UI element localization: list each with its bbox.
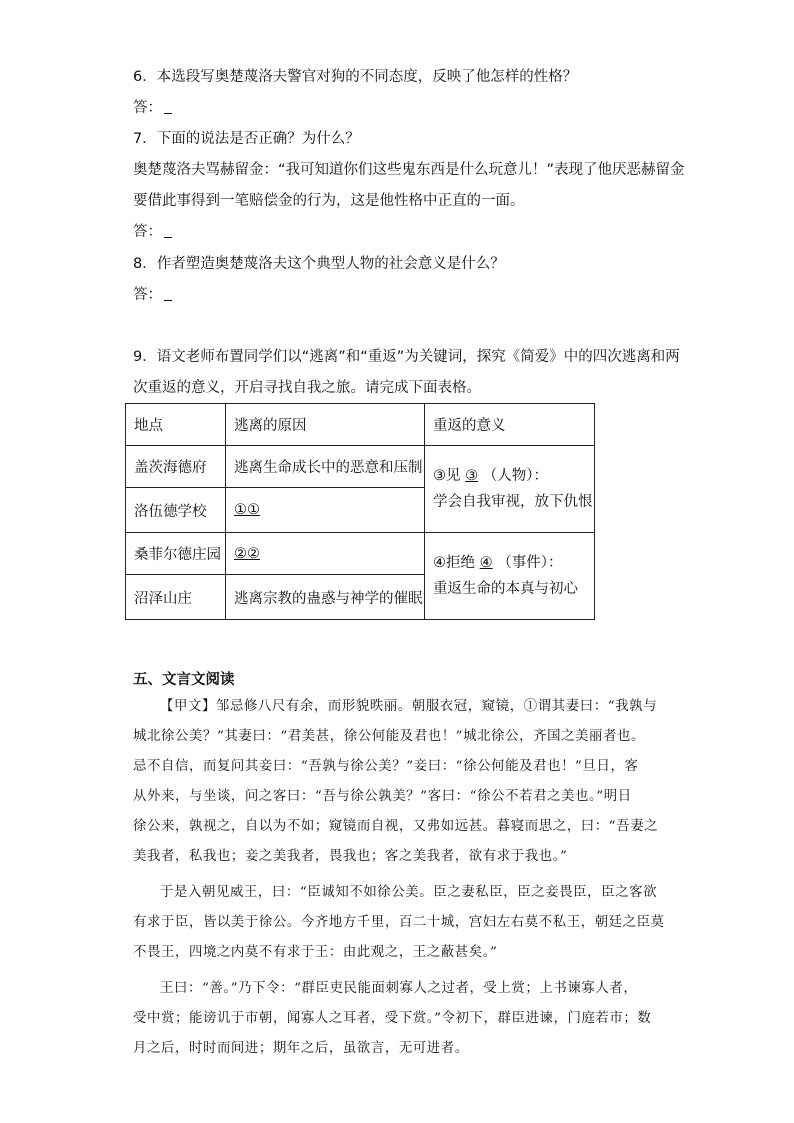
classical-line: 受中赏；能谤讥于市朝，闻寡人之耳者，受下赏。”令初下，群臣进谏，门庭若市；数 xyxy=(133,1011,652,1026)
header-place: 地点 xyxy=(126,404,226,446)
row-reason-blank[interactable]: ②② xyxy=(226,533,425,575)
row-place: 洛伍德学校 xyxy=(126,488,226,533)
jane-eyre-table xyxy=(125,403,595,620)
classical-line: 王曰：“善。”乃下令：“群臣吏民能面刺寡人之过者，受上赏；上书谏寡人者， xyxy=(160,981,638,996)
question-9-line1: 9．语文老师布置同学们以“逃离”和“重返”为关键词，探究《简爱》中的四次逃离和两 xyxy=(133,349,680,365)
question-6: 6．本选段写奥楚蔑洛夫警官对狗的不同态度，反映了他怎样的性格？ xyxy=(133,69,578,85)
row-place: 盖茨海德府 xyxy=(126,446,226,488)
question-8: 8．作者塑造奥楚蔑洛夫这个典型人物的社会意义是什么？ xyxy=(133,256,505,272)
classical-line: 于是入朝见威王，曰：“臣诚知不如徐公美。臣之妻私臣，臣之妾畏臣，臣之客欲 xyxy=(160,885,658,900)
answer-label: 答： xyxy=(133,100,162,116)
header-meaning: 重返的意义 xyxy=(425,404,595,446)
classical-line: 不畏王，四境之内莫不有求于王：由此观之，王之蔽甚矣。” xyxy=(133,945,498,960)
question-9-line2: 次重返的意义，开启寻找自我之旅。请完成下面表格。 xyxy=(133,380,481,396)
return2-blank[interactable]: ④ xyxy=(479,555,493,571)
section-title: 五、文言文阅读 xyxy=(133,672,235,688)
answer-blank[interactable] xyxy=(164,286,172,301)
return1-text: 学会自我审视，放下仇恨 xyxy=(433,494,593,510)
answer-7[interactable] xyxy=(133,222,172,242)
classical-line: 有求于臣，皆以美于徐公。今齐地方千里，百二十城，宫妇左右莫不私王，朝廷之臣莫 xyxy=(133,915,665,930)
classical-line: 城北徐公美？”其妻曰：“君美甚，徐公何能及君也！”城北徐公，齐国之美丽者也。 xyxy=(133,729,646,744)
row-place: 沼泽山庄 xyxy=(126,575,226,620)
row-reason: 逃离宗教的蛊惑与神学的催眠 xyxy=(226,575,425,620)
answer-8[interactable] xyxy=(133,285,172,305)
row-place: 桑菲尔德庄园 xyxy=(126,533,226,575)
return-meaning-1 xyxy=(425,446,595,533)
return-meaning-2 xyxy=(425,533,595,620)
row-reason-blank[interactable]: ①① xyxy=(226,488,425,533)
question-7-statement-line2: 要借此事得到一笔赔偿金的行为，这是他性格中正直的一面。 xyxy=(133,193,525,209)
classical-line: 美我者，私我也；妾之美我者，畏我也；客之美我者，欲有求于我也。” xyxy=(133,849,568,864)
classical-line: 忌不自信，而复问其妾曰：“吾孰与徐公美？”妾曰：“徐公何能及君也！”旦日，客 xyxy=(133,759,639,774)
classical-line: 【甲文】邹忌修八尺有余，而形貌昳丽。朝服衣冠，窥镜，①谓其妻曰：“我孰与 xyxy=(160,699,658,714)
return1-prefix: ③见 xyxy=(433,468,461,484)
return2-suffix: （事件）： xyxy=(497,555,563,571)
classical-line: 从外来，与坐谈，问之客曰：“吾与徐公孰美？”客曰：“徐公不若君之美也。”明日 xyxy=(133,789,632,804)
return2-prefix: ④拒绝 xyxy=(433,555,475,571)
answer-6[interactable] xyxy=(133,98,172,118)
classical-line: 月之后，时时而间进；期年之后，虽欲言，无可进者。 xyxy=(133,1041,469,1056)
return1-blank[interactable]: ③ xyxy=(465,468,479,484)
answer-label: 答： xyxy=(133,224,162,240)
classical-line: 徐公来，孰视之，自以为不如；窥镜而自视，又弗如远甚。暮寝而思之，曰：“吾妻之 xyxy=(133,819,659,834)
question-7-statement-line1: 奥楚蔑洛夫骂赫留金：“我可知道你们这些鬼东西是什么玩意儿！”表现了他厌恶赫留金 xyxy=(133,162,685,178)
return1-suffix: （人物）： xyxy=(482,468,548,484)
header-reason: 逃离的原因 xyxy=(226,404,425,446)
question-7: 7．下面的说法是否正确？为什么？ xyxy=(133,131,360,147)
answer-label: 答： xyxy=(133,287,162,303)
answer-blank[interactable] xyxy=(164,223,172,238)
return2-text: 重返生命的本真与初心 xyxy=(433,581,578,597)
row-reason: 逃离生命成长中的恶意和压制 xyxy=(226,446,425,488)
answer-blank[interactable] xyxy=(164,99,172,114)
